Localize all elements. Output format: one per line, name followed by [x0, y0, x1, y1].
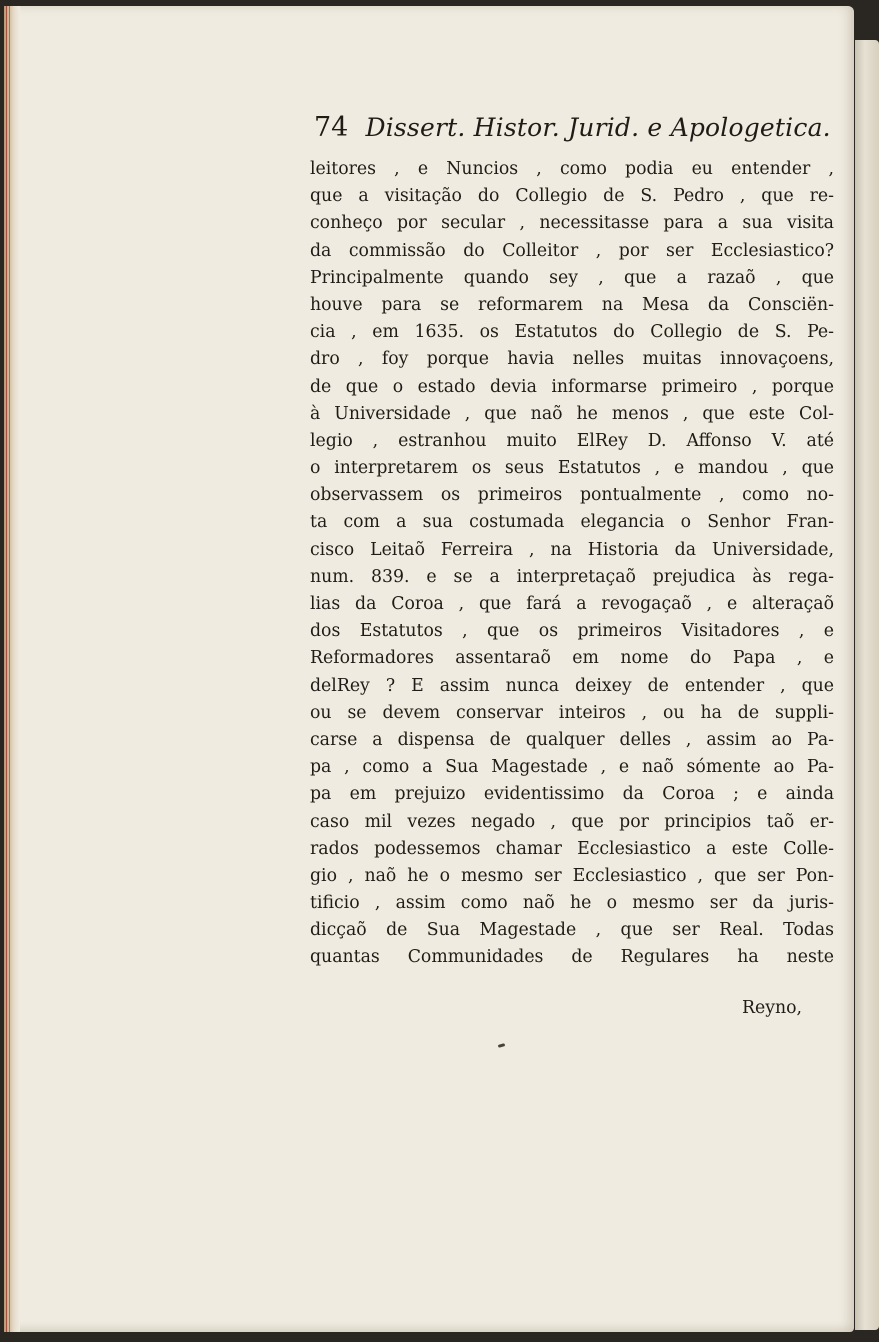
text-line: pa , como a Sua Magestade , e naõ sómente ao Pa- — [310, 757, 834, 778]
text-line: à Universidade , que naõ he menos , que este Col- — [310, 403, 834, 424]
text-line: leitores , e Nuncios , como podia eu entender , — [310, 159, 834, 179]
text-line: caso mil vezes negado , que por principios taõ er- — [310, 811, 834, 832]
text-line: rados podessemos chamar Ecclesiastico a este Colle- — [310, 838, 834, 859]
text-line: dos Estatutos , que os primeiros Visitadores , e — [310, 621, 834, 642]
catchword: Reyno, — [742, 998, 803, 1018]
text-line: quantas Communidades de Regulares ha neste — [310, 947, 834, 968]
text-line: da commissão do Colleitor , por ser Ecclesiastico? — [310, 240, 834, 261]
text-line: tificio , assim como naõ he o mesmo ser da juris- — [310, 893, 834, 914]
text-line: ta com a sua costumada elegancia o Senhor Fran- — [310, 512, 834, 533]
page-fore-edge — [855, 40, 879, 1330]
running-title: Dissert. Histor. Jurid. e Apologetica. — [365, 113, 831, 142]
text-line: Reformadores assentaraõ em nome do Papa , e — [310, 648, 834, 669]
text-line: gio , naõ he o mesmo ser Ecclesiastico , que ser Pon- — [310, 865, 834, 886]
text-line: cisco Leitaõ Ferreira , na Historia da Universidade, — [310, 539, 834, 560]
text-line: conheço por secular , necessitasse para a sua visita — [310, 213, 834, 234]
text-line: pa em prejuizo evidentissimo da Coroa ; e ainda — [310, 784, 834, 805]
text-line: o interpretarem os seus Estatutos , e mandou , que — [310, 458, 834, 479]
text-line: houve para se reformarem na Mesa da Consciën- — [310, 294, 834, 315]
text-line: cia , em 1635. os Estatutos do Collegio de S. Pe- — [310, 322, 834, 343]
text-line: de que o estado devia informarse primeiro , porque — [310, 376, 834, 397]
text-line: Principalmente quando sey , que a razaõ , que — [310, 267, 834, 288]
text-line: que a visitação do Collegio de S. Pedro , que re- — [310, 186, 834, 207]
running-head — [314, 112, 834, 156]
text-line: num. 839. e se a interpretaçaõ prejudica às rega- — [310, 566, 834, 587]
text-line: delRey ? E assim nunca deixey de entender , que — [310, 675, 834, 696]
text-line: legio , estranhou muito ElRey D. Affonso V. até — [310, 430, 834, 451]
text-line: ou se devem conservar inteiros , ou ha de suppli- — [310, 702, 834, 723]
page-binding-edge — [4, 6, 20, 1332]
text-line: dro , foy porque havia nelles muitas innovaçoens, — [310, 349, 834, 370]
page-number: 74 — [314, 112, 349, 143]
text-line: carse a dispensa de qualquer delles , assim ao Pa- — [310, 729, 834, 750]
text-line: observassem os primeiros pontualmente , como no- — [310, 485, 834, 506]
text-line: lias da Coroa , que fará a revogaçaõ , e alteraçaõ — [310, 594, 834, 614]
body-text — [310, 156, 834, 972]
text-line: dicçaõ de Sua Magestade , que ser Real. Todas — [310, 920, 834, 941]
